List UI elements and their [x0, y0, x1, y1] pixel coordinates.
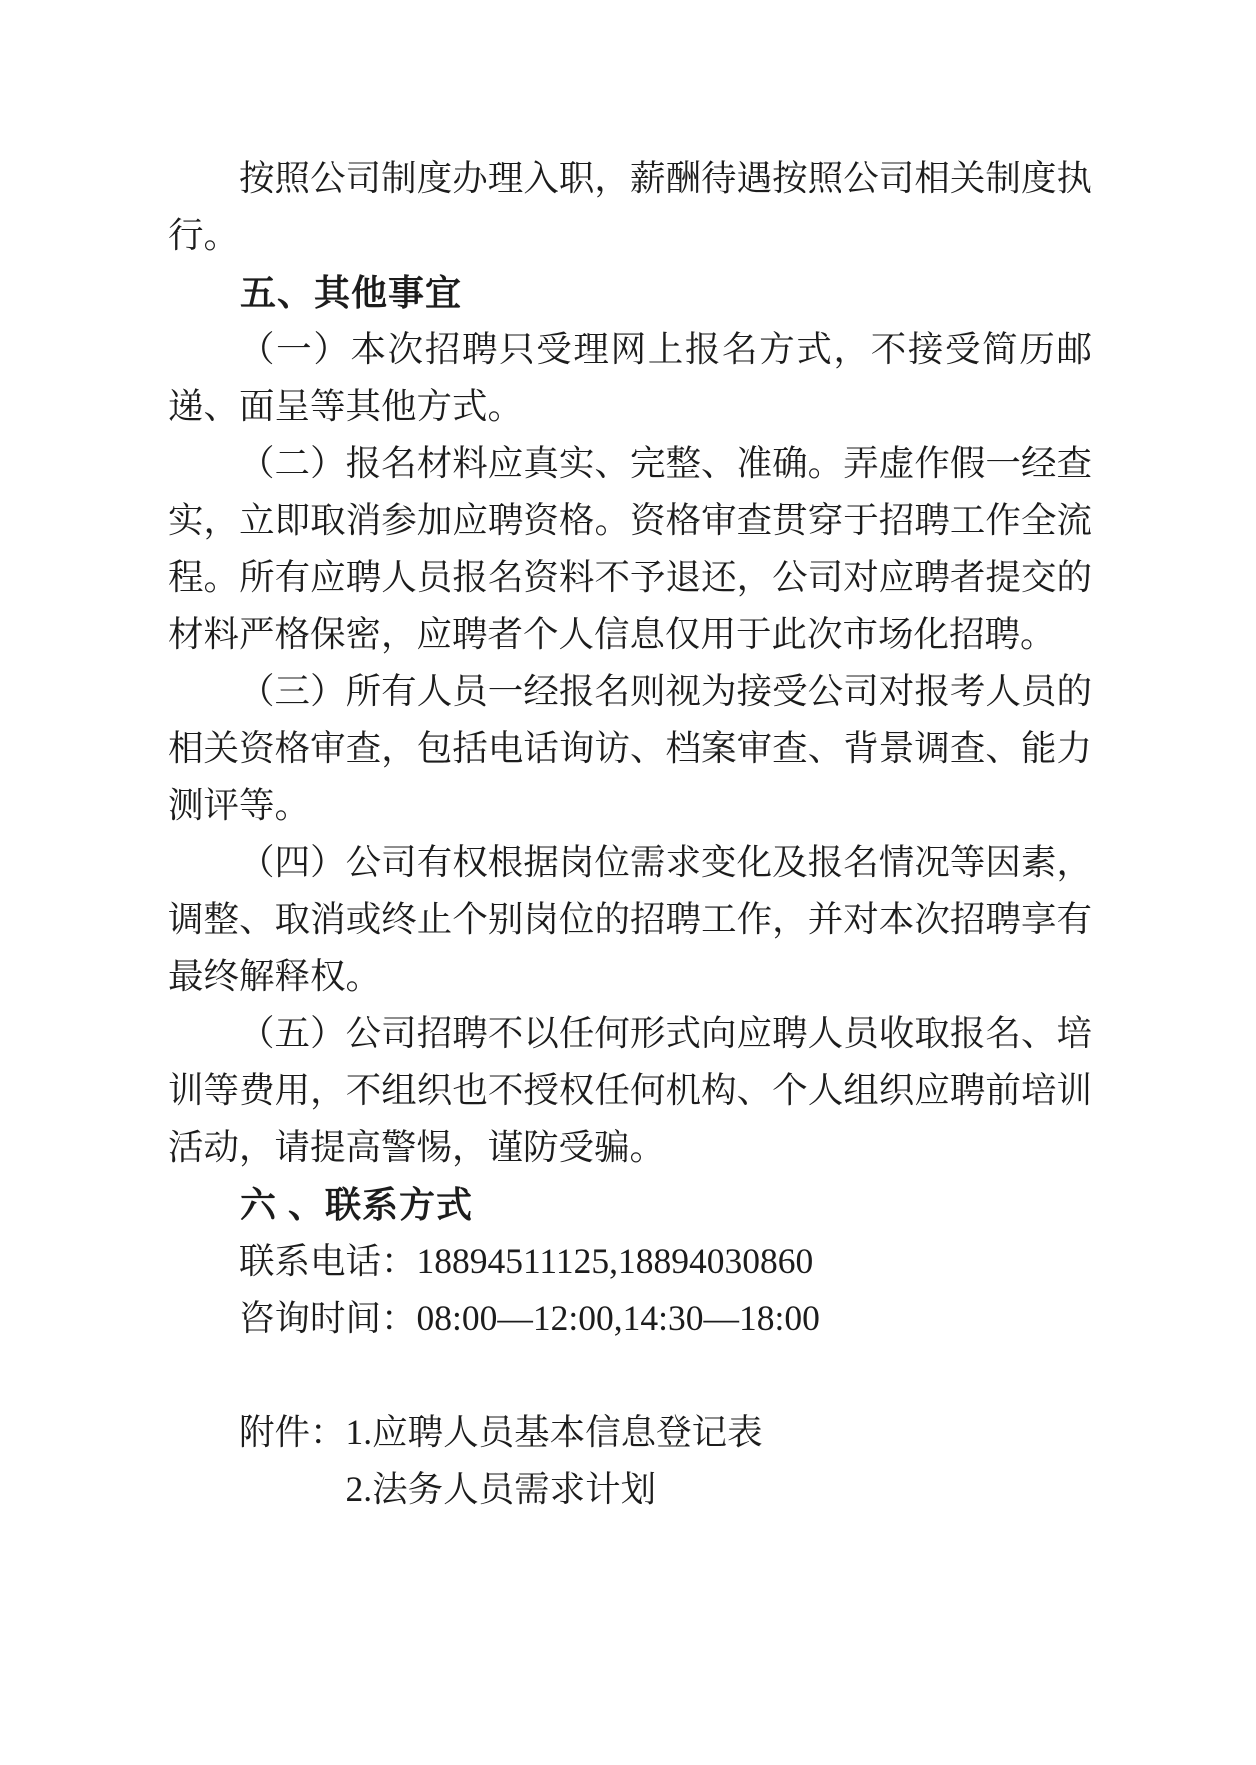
attachments-block	[168, 1404, 1092, 1518]
section-five-item-5: （五）公司招聘不以任何形式向应聘人员收取报名、培训等费用，不组织也不授权任何机构、个人组织应聘前培训活动，请提高警惕，谨防受骗。	[168, 1013, 1092, 1167]
section-heading-six: 六 、联系方式	[240, 1184, 474, 1225]
section-five-item-1: （一）本次招聘只受理网上报名方式，不接受简历邮递、面呈等其他方式。	[168, 329, 1092, 426]
contact-hours-line: 咨询时间：08:00—12:00,14:30—18:00	[239, 1298, 820, 1338]
section-heading-five: 五、其他事宜	[240, 272, 463, 313]
section-five-item-3: （三）所有人员一经报名则视为接受公司对报考人员的相关资格审查，包括电话询访、档案审查、背景调查、能力测评等。	[168, 671, 1092, 825]
document-body	[168, 150, 1092, 1518]
attachments-label: 附件：	[239, 1412, 346, 1452]
contact-phone-line: 联系电话：18894511125,18894030860	[239, 1241, 814, 1281]
attachment-item-2: 2.法务人员需求计划	[345, 1469, 657, 1509]
section-five-item-2: （二）报名材料应真实、完整、准确。弄虚作假一经查实，立即取消参加应聘资格。资格审查贯穿于招聘工作全流程。所有应聘人员报名资料不予退还，公司对应聘者提交的材料严格保密，应聘者个人信息仅用于此次市场化招聘。	[168, 443, 1092, 654]
section-five-item-4: （四）公司有权根据岗位需求变化及报名情况等因素，调整、取消或终止个别岗位的招聘工作，并对本次招聘享有最终解释权。	[168, 842, 1092, 996]
paragraph-intro: 按照公司制度办理入职，薪酬待遇按照公司相关制度执行。	[168, 158, 1092, 255]
attachment-line-1	[168, 1404, 1092, 1461]
attachment-item-1: 1.应聘人员基本信息登记表	[345, 1412, 763, 1452]
